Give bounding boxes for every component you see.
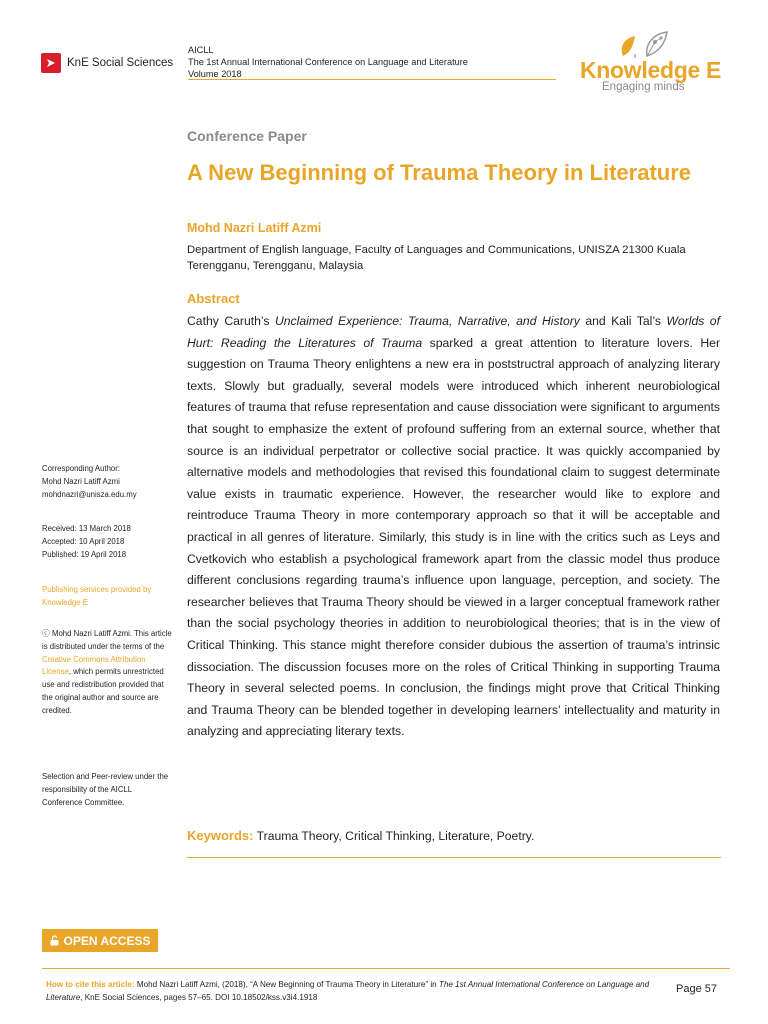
- abstract-text: and Kali Tal’s: [579, 314, 667, 328]
- citation-text: , KnE Social Sciences, pages 57–65. DOI 10.18502/kss.v3i4.1918: [80, 993, 318, 1002]
- open-access-badge: [42, 929, 158, 952]
- abstract-text: Cathy Caruth’s: [187, 314, 275, 328]
- corresponding-name: Mohd Nazri Latiff Azmi: [42, 476, 120, 486]
- conference-code: AICLL: [188, 45, 214, 55]
- abstract-text: sparked a great attention to literature lovers. Her suggestion on Trauma Theory enlightens a new era in poststructral approach of analyzing literary texts. Slowly but gradually, several models were introduced which inherent neurobiological features of trauma that refuse representation and cause dissociation were significant to arguments that sought to emphasize the extent of profound suffering from an external source, whether that source is an individual perpetrator or collective social practice. It was quickly accompanied by alternative models and methodologies that revised this foundational claim to suggest determinate value exists in traumatic experience. However, the researcher would like to explore and reintroduce Trauma Theory in more contemporary approach so that it will be acceptable and practical in all genres of literature. Similarly, this study is in line with the critics such as Leys and Cvetkovich who establish a psychological framework apart from the classic model thus produce different conclusions regarding trauma’s influence upon language, perception, and society. The researcher believes that Trauma Theory should be viewed in a larger conceptual framework rather than the social psychology theories in addition to neurobiological theories; that is in the view of Critical Thinking. This stance might therefore consider dubious the assertion of trauma’s intrinsic dissociation. The discussion focuses more on the roles of Critical Thinking in supporting Trauma Theory in several selected poems. In conclusion, the findings might prove that Critical Thinking and Trauma Theory can be blended together in developing learners’ intellectuality and maturity in analyzing and appreciating literary texts.: [187, 335, 720, 739]
- book-title: Worlds of Hurt: Reading the Literatures of Trauma: [187, 314, 720, 350]
- author-name: Mohd Nazri Latiff Azmi: [187, 221, 322, 235]
- kne-arrow-icon: [41, 53, 61, 73]
- article-title: A New Beginning of Trauma Theory in Literature: [187, 160, 692, 185]
- volume: Volume 2018: [188, 69, 242, 79]
- corresponding-author-block: [42, 463, 177, 501]
- book-title: Unclaimed Experience: Trauma, Narrative, and History: [274, 314, 580, 328]
- license-link[interactable]: Creative Commons Attribution License: [42, 654, 146, 677]
- license-text: , which permits unrestricted use and redistribution provided that the original author and source are credited.: [42, 667, 164, 715]
- accepted-date: Accepted: 10 April 2018: [42, 536, 125, 546]
- received-date: Received: 13 March 2018: [42, 524, 131, 533]
- publishing-block: [42, 584, 177, 610]
- page-number: Page 57: [676, 983, 717, 995]
- citation-text: Mohd Nazri Latiff Azmi, (2018), “A New Beginning of Trauma Theory in Literature” in: [134, 980, 439, 989]
- dates-block: [42, 523, 177, 561]
- article-type: Conference Paper: [187, 128, 307, 144]
- footer-rule: [42, 968, 730, 969]
- citation-label: How to cite this article:: [46, 980, 135, 989]
- license-block: [42, 628, 172, 718]
- brand-tagline: Engaging minds: [602, 81, 685, 93]
- corresponding-email[interactable]: mohdnazri@unisza.edu.my: [42, 489, 137, 499]
- kne-logo: [41, 51, 177, 75]
- author-affiliation: Department of English language, Faculty of Languages and Communications, UNISZA 21300 Kuala Terengganu, Terengganu, Malaysia: [187, 244, 686, 272]
- publishing-line: Publishing services provided by: [42, 585, 152, 594]
- open-access-label: OPEN ACCESS: [63, 933, 151, 948]
- publisher-name: KnE Social Sciences: [67, 57, 174, 69]
- keywords-rule: [187, 857, 721, 858]
- lock-open-icon: [50, 935, 59, 946]
- review-note: Selection and Peer-review under the responsibility of the AICLL Conference Committee.: [42, 772, 169, 807]
- published-date: Published: 19 April 2018: [42, 549, 127, 559]
- keywords-list: Trauma Theory, Critical Thinking, Literature, Poetry.: [256, 829, 535, 843]
- header-rule: [188, 79, 556, 80]
- keywords: [187, 828, 534, 843]
- corresponding-label: Corresponding Author:: [42, 464, 121, 473]
- keywords-label: Keywords:: [187, 828, 254, 843]
- copyright-icon: ⓒ: [42, 629, 52, 638]
- citation: [46, 978, 671, 1004]
- license-text: Mohd Nazri Latiff Azmi. This article is distributed under the terms of the: [42, 629, 172, 651]
- abstract-body: [187, 311, 720, 743]
- abstract-heading: Abstract: [187, 291, 240, 306]
- conference-name: The 1st Annual International Conference on Language and Literature: [188, 57, 468, 67]
- conference-info: [188, 44, 468, 80]
- citation-venue: The 1st Annual International Conference on Language and Literature: [46, 980, 650, 1002]
- brand-name: Knowledge E: [580, 57, 722, 83]
- publishing-line: Knowledge E: [42, 597, 88, 607]
